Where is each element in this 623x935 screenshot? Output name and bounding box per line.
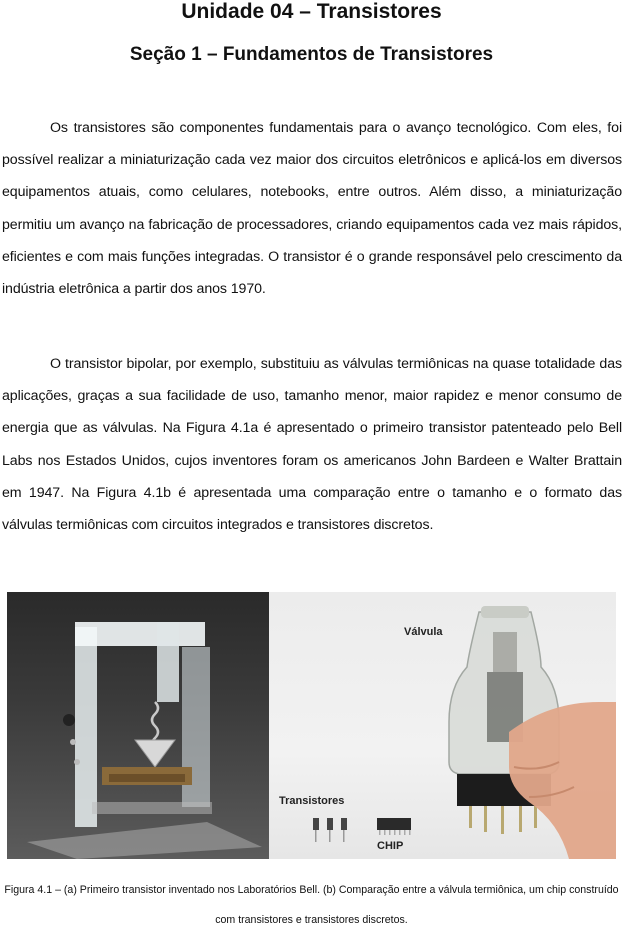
figure-4-1 — [7, 592, 616, 859]
figure-caption: Figura 4.1 – (a) Primeiro transistor inventado nos Laboratórios Bell. (b) Comparação entre a válvula termiônica, um chip construído com transistores e transistores discretos. — [4, 884, 619, 926]
paragraph-intro: Os transistores são componentes fundamentais para o avanço tecnológico. Com eles, foi possível realizar a miniaturização cada vez maior dos circuitos eletrônicos e aplicá-los em diversos equipamentos atuais, como celulares, notebooks, entre outros. Além disso, a miniaturização permitiu um avanço na fabricação de processadores, criando equipamentos cada vez mais rápidos, eficientes e com mais funções integradas. O transistor é o grande responsável pelo crescimento da indústria eletrônica a partir dos anos 1970. — [2, 120, 622, 298]
first-transistor-photo — [7, 592, 269, 859]
page-title: Unidade 04 – Transistores — [181, 0, 442, 23]
first-transistor-illustration — [7, 592, 269, 859]
section-title: Seção 1 – Fundamentos de Transistores — [129, 44, 494, 65]
chip-label: CHIP — [377, 840, 404, 852]
paragraph-bipolar: O transistor bipolar, por exemplo, substituiu as válvulas termiônicas na quase totalidade das aplicações, graças a sua facilidade de uso, tamanho menor, maior rapidez e menor consumo de energia que as válvulas. Na Figura 4.1a é apresentado o primeiro transistor patenteado pelo Bell Labs nos Estados Unidos, cujos inventores foram os americanos John Bardeen e Walter Brattain em 1947. Na Figura 4.1b é apresentada uma comparação entre o tamanho e o formato das válvulas termiônicas com circuitos integrados e transistores discretos. — [2, 356, 622, 534]
transistors-label: Transistores — [279, 795, 345, 807]
valve-label: Válvula — [404, 626, 443, 638]
valve-comparison-photo — [269, 592, 616, 859]
